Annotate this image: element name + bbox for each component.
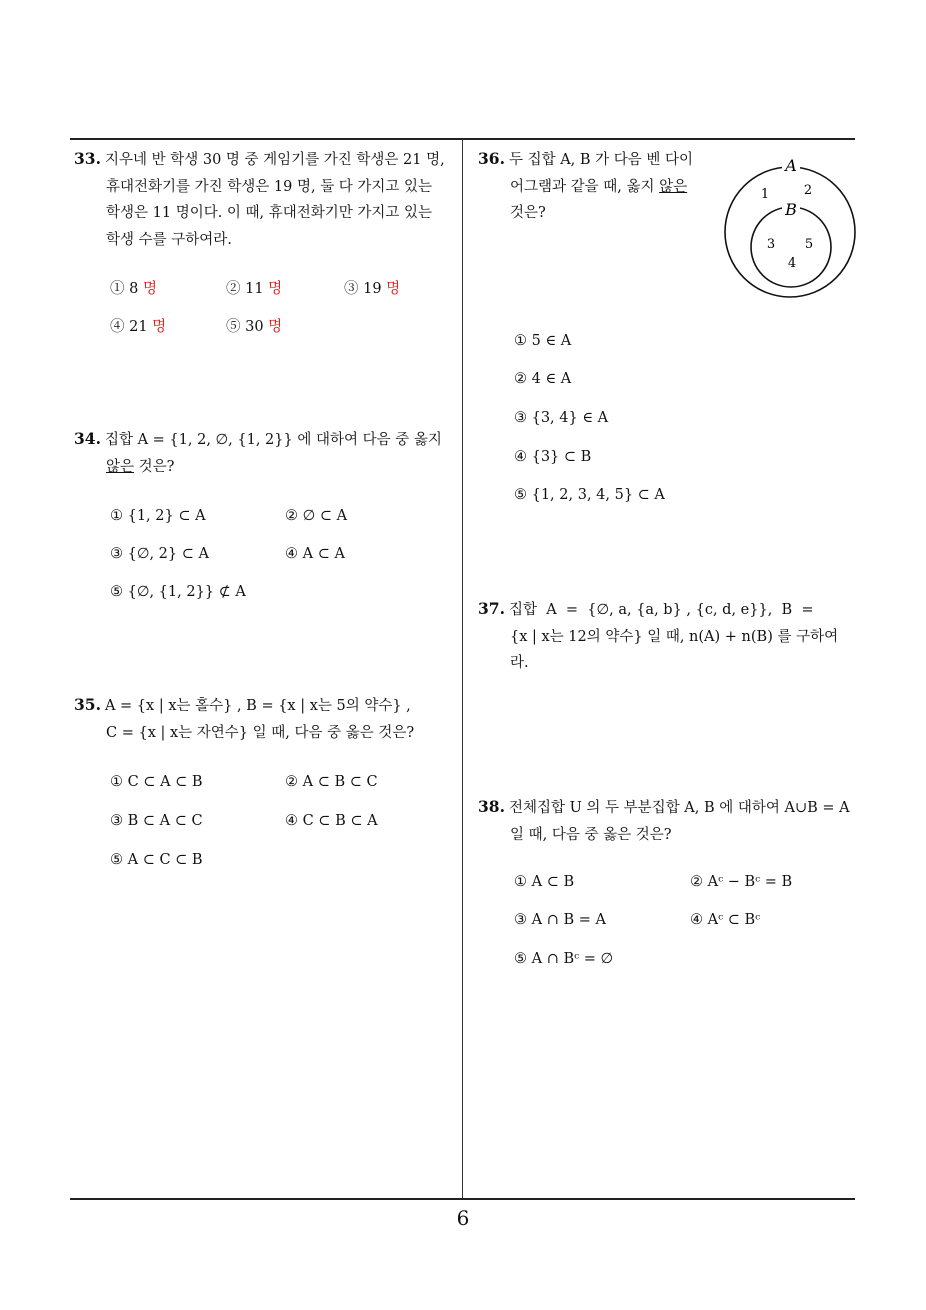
question-number: 38. [478,797,505,816]
venn-element-2: 2 [803,183,813,198]
q34-option-4[interactable]: ④ A ⊂ A [285,546,345,562]
question-number: 36. [478,149,505,168]
q38-option-3[interactable]: ③ A ∩ B = A [514,912,606,928]
question-36-line-2: 어그램과 같을 때, 옳지 않은 [510,178,688,195]
venn-label-b: B [785,200,797,219]
question-38 [478,794,858,848]
question-36-line-3: 것은? [510,205,546,221]
question-34-line-2: 않은 것은? [106,458,175,475]
q36-option-4[interactable]: ④ {3} ⊂ B [514,449,592,465]
q36-option-1[interactable]: ① 5 ∈ A [514,333,572,349]
question-37-line-3: 라. [510,655,529,671]
question-number: 33. [74,149,101,168]
q38-option-5[interactable]: ⑤ A ∩ Bᶜ = ∅ [514,951,614,967]
question-33-line-1: 33. 지우네 반 학생 30 명 중 게임기를 가진 학생은 21 명, [74,149,445,168]
q35-option-4[interactable]: ④ C ⊂ B ⊂ A [285,813,378,829]
venn-label-a: A [785,156,797,175]
question-33 [74,146,458,253]
question-33-line-2: 휴대전화기를 가진 학생은 19 명, 둘 다 가지고 있는 [106,178,433,195]
question-36 [478,146,708,227]
question-35 [74,692,458,746]
question-number: 35. [74,695,101,714]
question-36-line-1: 36. 두 집합 A, B 가 다음 벤 다이 [478,149,694,168]
question-37-line-1: 37. 집합 A = {∅, a, {a, b} , {c, d, e}}, B = [478,599,814,618]
venn-element-5: 5 [804,237,814,252]
venn-element-1: 1 [760,187,770,202]
question-37 [478,596,858,677]
question-number: 37. [478,599,505,618]
q33-option-2[interactable]: ② 11 명 [226,281,283,297]
q36-option-3[interactable]: ③ {3, 4} ∈ A [514,410,609,426]
question-34 [74,426,458,480]
q33-option-5[interactable]: ⑤ 30 명 [226,319,283,335]
q38-option-1[interactable]: ① A ⊂ B [514,874,575,890]
q34-option-1[interactable]: ① {1, 2} ⊂ A [110,508,206,524]
q36-option-5[interactable]: ⑤ {1, 2, 3, 4, 5} ⊂ A [514,487,665,503]
question-38-line-1: 38. 전체집합 U 의 두 부분집합 A, B 에 대하여 A∪B = A [478,797,850,816]
venn-element-4: 4 [787,256,797,271]
question-number: 34. [74,429,101,448]
q34-option-3[interactable]: ③ {∅, 2} ⊂ A [110,546,209,562]
q33-option-1[interactable]: ① 8 명 [110,281,157,297]
bottom-rule [70,1198,855,1200]
question-34-line-1: 34. 집합 A = {1, 2, ∅, {1, 2}} 에 대하여 다음 중 옳지 [74,429,442,448]
q38-option-2[interactable]: ② Aᶜ − Bᶜ = B [690,874,793,890]
venn-inner-circle-b [751,207,831,287]
q38-option-4[interactable]: ④ Aᶜ ⊂ Bᶜ [690,912,761,928]
q35-option-5[interactable]: ⑤ A ⊂ C ⊂ B [110,852,203,868]
q34-option-5[interactable]: ⑤ {∅, {1, 2}} ⊄ A [110,584,246,600]
q35-option-1[interactable]: ① C ⊂ A ⊂ B [110,774,203,790]
q35-option-3[interactable]: ③ B ⊂ A ⊂ C [110,813,203,829]
q36-option-2[interactable]: ② 4 ∈ A [514,371,572,387]
column-divider [462,139,463,1198]
venn-outer-circle-a [725,167,855,297]
venn-element-3: 3 [766,237,776,252]
question-35-line-1: 35. A = {x | x는 홀수} , B = {x | x는 5의 약수} , [74,695,411,714]
venn-diagram [718,150,863,300]
question-38-line-2: 일 때, 다음 중 옳은 것은? [510,826,672,843]
page-number: 6 [456,1206,470,1230]
question-33-line-3: 학생은 11 명이다. 이 때, 휴대전화기만 가지고 있는 [106,205,433,221]
q35-option-2[interactable]: ② A ⊂ B ⊂ C [285,774,378,790]
q33-option-4[interactable]: ④ 21 명 [110,319,167,335]
question-37-line-2: {x | x는 12의 약수} 일 때, n(A) + n(B) 를 구하여 [510,628,839,645]
question-33-line-4: 학생 수를 구하여라. [106,231,232,248]
q34-option-2[interactable]: ② ∅ ⊂ A [285,508,348,524]
q33-option-3[interactable]: ③ 19 명 [344,281,401,297]
question-35-line-2: C = {x | x는 자연수} 일 때, 다음 중 옳은 것은? [106,724,415,741]
